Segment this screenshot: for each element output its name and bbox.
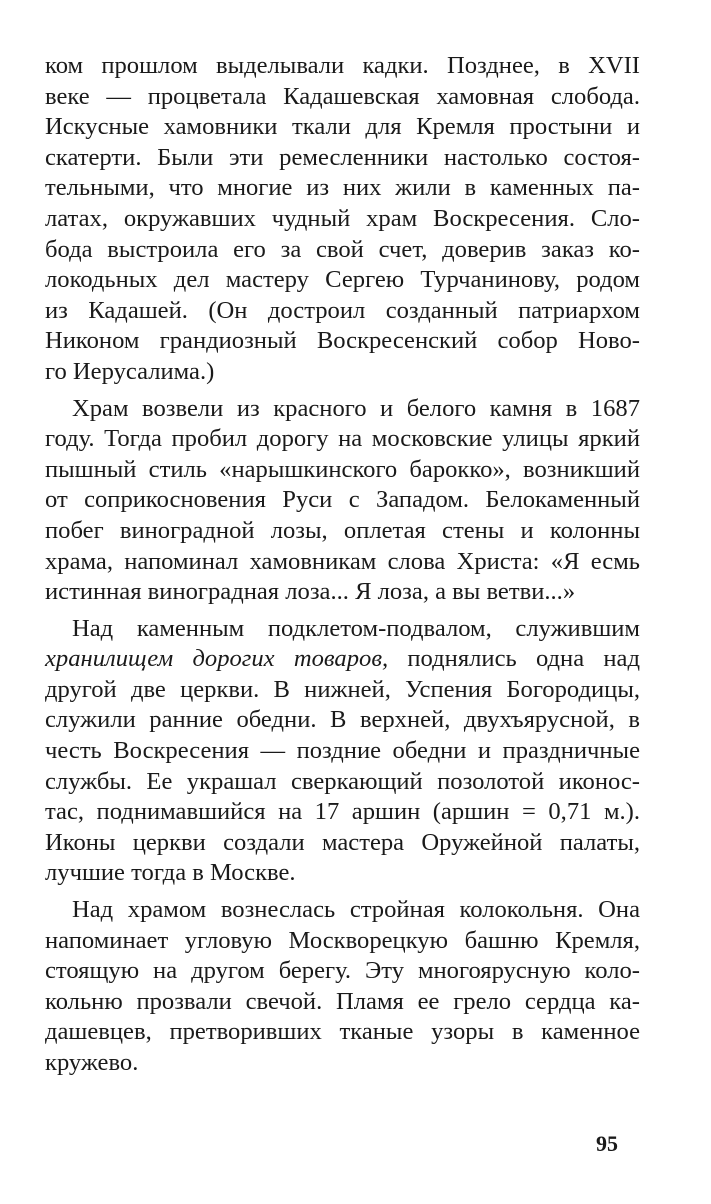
text-line: побег виноградной лозы, оплетая стены и колонны <box>45 516 640 544</box>
text-line: го Иерусалима.) <box>45 357 215 385</box>
text-line: кольню прозвали свечой. Пламя ее грело сердца ка- <box>45 987 640 1015</box>
text-line: году. Тогда пробил дорогу на московские улицы яркий <box>45 425 640 453</box>
text-line: ком прошлом выделывали кадки. Позднее, в XVII <box>45 52 640 79</box>
text-line: лучшие тогда в Москве. <box>45 859 296 887</box>
text-line: другой две церкви. В нижней, Успения Богородицы, <box>45 675 640 703</box>
text-line: Над храмом вознеслась стройная колокольня. Она <box>72 896 640 924</box>
text-line: службы. Ее украшал сверкающий позолотой иконос- <box>45 767 640 795</box>
text-line: дашевцев, претворивших тканые узоры в каменное <box>45 1018 640 1046</box>
paragraph-4 <box>45 895 640 1079</box>
text-line: локодьных дел мастеру Сергею Турчанинову, родом <box>45 266 640 294</box>
text-line: истинная виноградная лоза... Я лоза, а вы ветви...» <box>45 578 576 606</box>
text-line: от соприкосновения Руси с Западом. Белокаменный <box>45 486 640 514</box>
text-line: латах, окружавших чудный храм Воскресения. Сло- <box>45 204 640 232</box>
text-line: стоящую на другом берегу. Эту многоярусную коло- <box>45 957 640 985</box>
text-line: Никоном грандиозный Воскресенский собор Ново- <box>45 327 640 355</box>
text-line: из Кадашей. (Он достроил созданный патриархом <box>45 296 640 324</box>
text-line: кружево. <box>45 1049 139 1076</box>
page-number: 95 <box>596 1131 618 1156</box>
paragraph-1 <box>45 51 640 388</box>
text-line: скатерти. Были эти ремесленники настолько состоя- <box>45 143 640 171</box>
text-line: служили ранние обедни. В верхней, двухъярусной, в <box>45 706 640 734</box>
text-line: тельными, что многие из них жили в каменных па- <box>45 174 640 202</box>
paragraph-2 <box>45 394 640 608</box>
text-line: Над каменным подклетом-подвалом, служившим <box>72 614 640 642</box>
text-line: Храм возвели из красного и белого камня в 1687 <box>72 394 640 422</box>
paragraph-3 <box>45 614 640 889</box>
text-line: Иконы церкви создали мастера Оружейной палаты, <box>45 828 640 856</box>
text-line: честь Воскресения — поздние обедни и праздничные <box>45 737 640 765</box>
text-line: храма, напоминал хамовникам слова Христа: «Я есмь <box>45 547 640 575</box>
text-line: пышный стиль «нарышкинского барокко», возникший <box>45 455 640 483</box>
text-line: бода выстроила его за свой счет, доверив заказ ко- <box>45 235 640 263</box>
text-line: Искусные хамовники ткали для Кремля простыни и <box>45 113 640 141</box>
italic-fragment: хранилищем дорогих товаров, <box>45 645 389 673</box>
text-line: веке — процветала Кадашевская хамовная слобода. <box>45 82 640 110</box>
text-line-with-italic: хранилищем дорогих товаров, поднялись одна над <box>45 645 640 673</box>
text-line: тас, поднимавшийся на 17 аршин (аршин = 0,71 м.). <box>45 798 640 826</box>
text-line: напоминает угловую Москворецкую башню Кремля, <box>45 926 640 954</box>
body-text <box>45 51 640 1079</box>
